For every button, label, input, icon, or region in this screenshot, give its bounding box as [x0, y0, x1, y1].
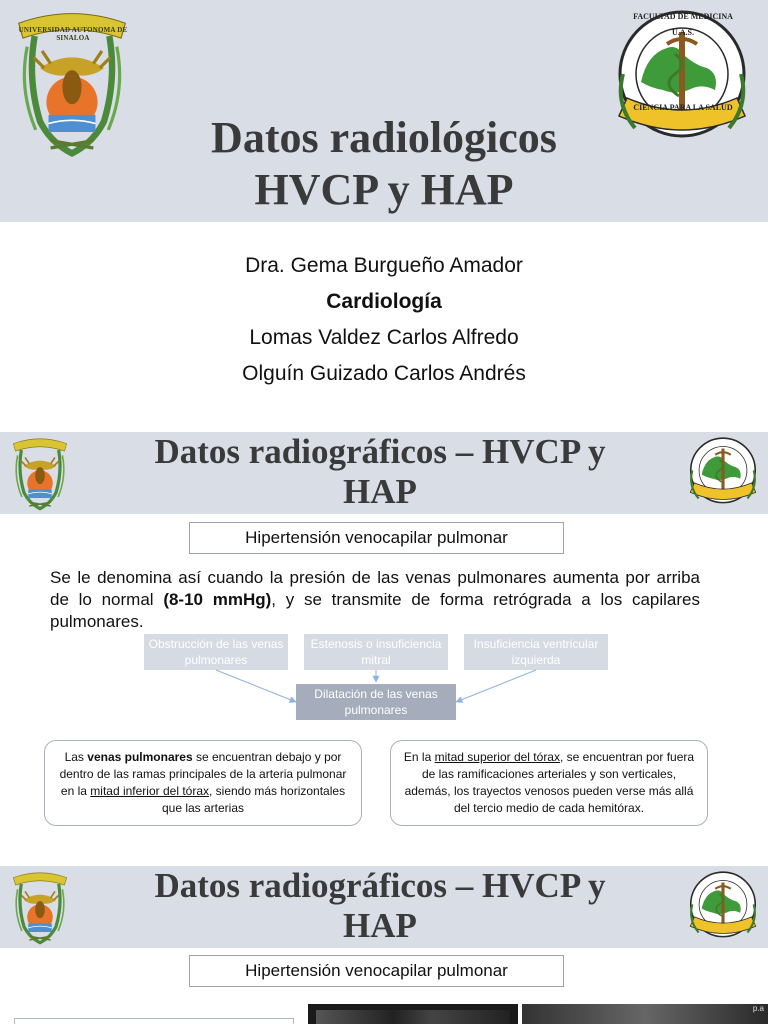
slide-3-subtitle-box: Hipertensión venocapilar pulmonar: [189, 955, 564, 987]
subtitle-box: Hipertensión venocapilar pulmonar: [189, 522, 564, 554]
author-list: [0, 248, 768, 392]
page-title: [0, 112, 768, 216]
slide-2-title-line-1: Datos radiográficos – HVCP y: [154, 432, 606, 471]
author-2: Lomas Valdez Carlos Alfredo: [249, 326, 519, 349]
slide-3: [0, 866, 768, 1024]
slide-1: [0, 0, 768, 420]
upper-veins-box: [390, 740, 708, 826]
lower-veins-text: [55, 749, 351, 817]
arrow-1: [216, 670, 296, 702]
slide-2: [0, 432, 768, 836]
author-3: Olguín Guizado Carlos Andrés: [242, 362, 526, 385]
para-c: , y se transmite de forma retrógrada a los capilares pulmonares.: [50, 590, 700, 631]
cause-box-3: Insuficiencia ventricular izquierda: [464, 634, 608, 670]
left-d: mitad inferior del tórax: [90, 784, 209, 798]
department: Cardiología: [326, 290, 442, 313]
xray-label: p.a: [752, 1004, 764, 1013]
faculty-logo-text-top: FACULTAD DE MEDICINA: [633, 12, 733, 21]
slide-3-title: [100, 866, 660, 946]
left-e: , siendo más horizontales que las arterias: [161, 784, 346, 815]
faculty-logo-text-mid: U.A.S.: [671, 28, 694, 37]
slide-3-title-line-1: Datos radiográficos – HVCP y: [154, 866, 606, 905]
faculty-logo: [684, 868, 762, 946]
right-b: mitad superior del tórax: [434, 750, 560, 764]
university-logo-text: UNIVERSIDAD AUTONOMA DE SINALOA: [18, 26, 128, 42]
slide-3-title-line-2: HAP: [343, 906, 417, 945]
left-c: se encuentran debajo y por dentro de las ramas principales de la arteria pulmonar en la: [59, 750, 347, 798]
left-b: venas pulmonares: [87, 750, 193, 764]
author-1: Dra. Gema Burgueño Amador: [245, 254, 523, 277]
xray-image-1: [308, 1004, 518, 1024]
cause-box-1: Obstrucción de las venas pulmonares: [144, 634, 288, 670]
upper-veins-text: [401, 749, 697, 817]
title-line-1: Datos radiológicos: [211, 113, 557, 162]
university-logo: [8, 868, 72, 948]
faculty-logo-text-bottom: CIENCIA PARA LA SALUD: [633, 103, 733, 112]
left-a: Las: [64, 750, 88, 764]
slide-2-title-line-2: HAP: [343, 472, 417, 511]
title-line-2: HVCP y HAP: [254, 165, 514, 214]
lower-veins-box: [44, 740, 362, 826]
right-a: En la: [403, 750, 435, 764]
pressure-range: (8-10 mmHg): [163, 590, 272, 609]
xray-image-1-content: [316, 1010, 510, 1024]
right-c: , se encuentran por fuera de las ramificaciones arteriales y son verticales, además, los trayectos venosos pueden verse más allá del tercio medio de cada hemitórax.: [404, 750, 695, 815]
result-box: Dilatación de las venas pulmonares: [296, 684, 456, 720]
slide-3-text-box: [14, 1018, 294, 1024]
para-a: Se le denomina así cuando la presión de las venas pulmonares aumenta por arriba de lo normal: [50, 568, 700, 609]
arrow-3: [456, 670, 536, 702]
xray-image-2: [522, 1004, 768, 1024]
cause-box-2: Estenosis o insuficiencia mitral: [304, 634, 448, 670]
